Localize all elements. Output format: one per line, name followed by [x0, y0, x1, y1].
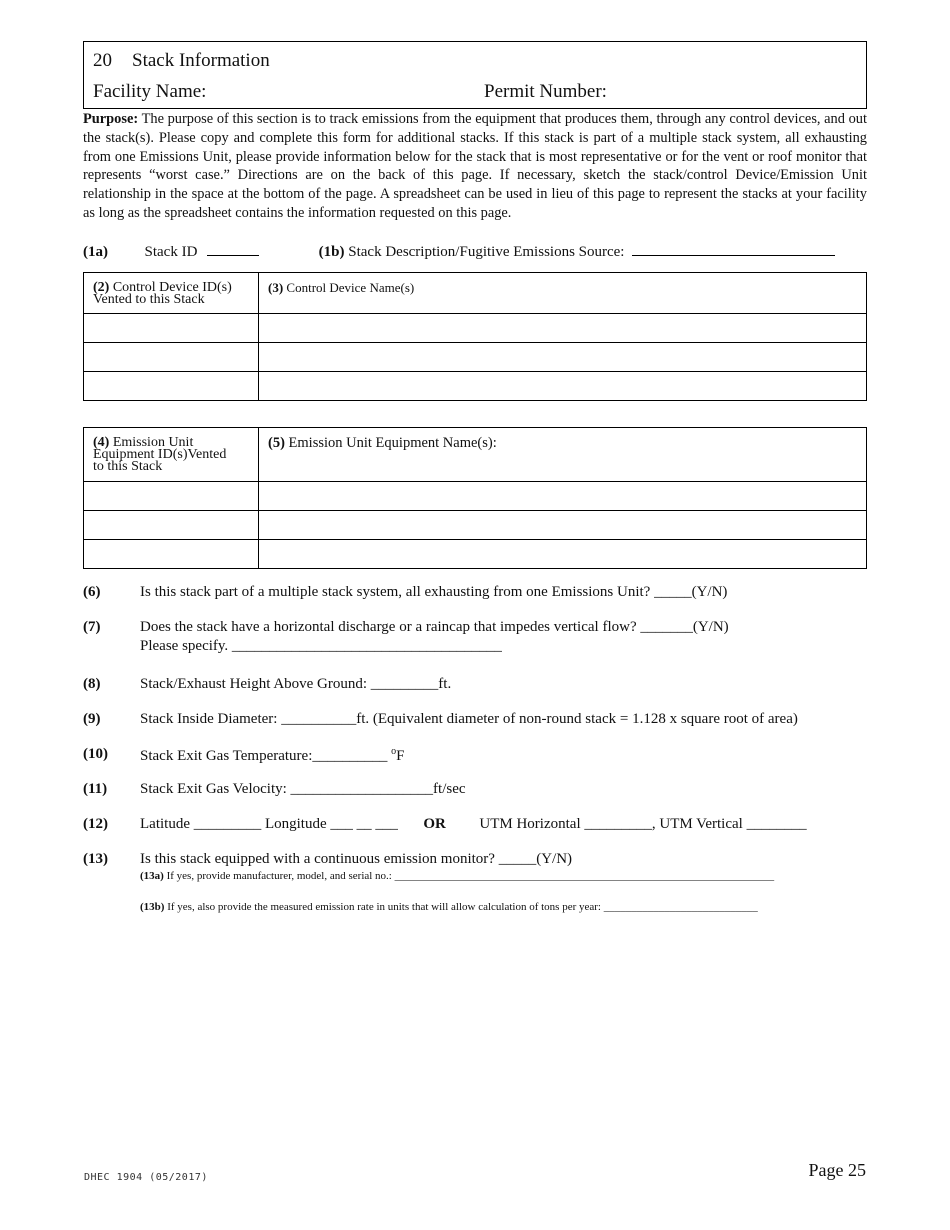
control-device-id-cell[interactable]: [84, 372, 259, 401]
question-13a-number: (13a): [140, 870, 164, 882]
control-device-name-cell[interactable]: [259, 372, 867, 401]
question-8-text[interactable]: Stack/Exhaust Height Above Ground: _________ft.: [140, 676, 452, 692]
stack-description-label: Stack Description/Fugitive Emissions Source:: [348, 244, 625, 260]
table-row: [84, 482, 867, 511]
question-12-or: OR: [423, 816, 446, 832]
stack-id-number: (1a): [83, 244, 108, 260]
question-13-number: (13): [83, 851, 108, 867]
question-8-number: (8): [83, 676, 101, 692]
page-number: Page 25: [808, 1160, 866, 1180]
question-6-number: (6): [83, 584, 101, 600]
degree-fahrenheit-unit: $^o$F: [391, 746, 405, 764]
control-device-table: [83, 272, 867, 401]
table-row: [84, 372, 867, 401]
purpose-text: The purpose of this section is to track emissions from the equipment that produces them, through any control devices, and out the stack(s). Please copy and complete this form for additional stacks. If this stack is part of a multiple stack system, all exhausting from one Emissions Unit, please provide information below for the stack that is most representative or for the vent or roof monitor that represents “worst case.” Directions are on the back of this page. If necessary, sketch the stack/control Device/Emission Unit relationship in the space at the bottom of the page. A spreadsheet can be used in lieu of this page to represent the stacks at your facility as long as the spreadsheet contains the information requested on this page.: [83, 111, 867, 221]
control-device-name-cell[interactable]: [259, 314, 867, 343]
control-device-id-num: (2): [93, 280, 110, 295]
question-6-text[interactable]: Is this stack part of a multiple stack system, all exhausting from one Emissions Unit? _____(Y/N): [140, 584, 728, 600]
emission-unit-name-num: (5): [268, 435, 285, 451]
table-row: [84, 540, 867, 569]
facility-name-label: Facility Name:: [93, 81, 207, 102]
header-box: [83, 41, 867, 109]
form-page: [83, 41, 867, 913]
emission-unit-id-label-b: Equipment ID(s)Vented: [93, 447, 227, 462]
control-device-id-cell[interactable]: [84, 314, 259, 343]
control-device-id-header: [84, 273, 259, 314]
emission-unit-id-num: (4): [93, 435, 110, 450]
question-13-text[interactable]: Is this stack equipped with a continuous emission monitor? _____(Y/N): [140, 851, 573, 867]
form-code: DHEC 1904 (05/2017): [84, 1172, 208, 1183]
emission-unit-name-cell[interactable]: [259, 511, 867, 540]
emission-unit-id-cell[interactable]: [84, 540, 259, 569]
emission-unit-id-label-c: to this Stack: [93, 459, 163, 474]
section-number: 20: [93, 50, 112, 71]
stack-description-number: (1b): [318, 244, 345, 260]
question-11-number: (11): [83, 781, 108, 797]
control-device-name-label: Control Device Name(s): [286, 280, 415, 295]
emission-unit-id-cell[interactable]: [84, 482, 259, 511]
table-row: [84, 511, 867, 540]
stack-description-field[interactable]: [632, 242, 835, 256]
table-header-row: [84, 428, 867, 482]
table-row: [84, 343, 867, 372]
stack-id-line: [83, 242, 867, 261]
question-12-utm: UTM Horizontal _________, UTM Vertical ________: [479, 816, 807, 832]
question-10-line[interactable]: [140, 746, 404, 765]
control-device-name-num: (3): [268, 280, 284, 295]
stack-id-field[interactable]: [207, 242, 259, 256]
question-13b-number: (13b): [140, 901, 165, 913]
control-device-name-header: [259, 273, 867, 314]
emission-unit-id-label-a: Emission Unit: [112, 435, 194, 450]
question-13a-text: If yes, provide manufacturer, model, and serial no.: _____________________________________________________________________: [166, 870, 775, 882]
emission-unit-name-header: [259, 428, 867, 482]
question-7-text[interactable]: Does the stack have a horizontal discharge or a raincap that impedes vertical flow? _______(Y/N): [140, 619, 729, 635]
section-title: [93, 50, 270, 72]
emission-unit-id-cell[interactable]: [84, 511, 259, 540]
question-10-text: Stack Exit Gas Temperature:__________: [140, 748, 392, 764]
question-13b-text: If yes, also provide the measured emission rate in units that will allow calculation of tons per year: ____________________________: [167, 901, 758, 913]
control-device-id-cell[interactable]: [84, 343, 259, 372]
question-7-specify[interactable]: Please specify. ____________________________________: [140, 638, 502, 654]
question-13a[interactable]: [140, 870, 774, 882]
stack-id-label: Stack ID: [144, 244, 198, 260]
question-7-number: (7): [83, 619, 101, 635]
emission-unit-name-label: Emission Unit Equipment Name(s):: [288, 435, 497, 451]
table-header-row: [84, 273, 867, 314]
permit-number-label: Permit Number:: [484, 81, 607, 102]
question-13b[interactable]: [140, 901, 758, 913]
question-12-lat-long: Latitude _________ Longitude ___ __ ___: [140, 816, 398, 832]
question-11-text[interactable]: Stack Exit Gas Velocity: ___________________ft/sec: [140, 781, 466, 797]
section-title-text: Stack Information: [132, 50, 270, 71]
control-device-name-cell[interactable]: [259, 343, 867, 372]
question-9-number: (9): [83, 711, 101, 727]
question-12-number: (12): [83, 816, 108, 832]
question-12-line[interactable]: [140, 816, 807, 833]
purpose-paragraph: [83, 110, 867, 223]
control-device-id-label-a: Control Device ID(s): [112, 280, 232, 295]
emission-unit-name-cell[interactable]: [259, 482, 867, 511]
table-row: [84, 314, 867, 343]
question-10-number: (10): [83, 746, 108, 762]
question-9-text[interactable]: Stack Inside Diameter: __________ft. (Equivalent diameter of non-round stack = 1.128 x square root of area): [140, 711, 798, 727]
emission-unit-name-cell[interactable]: [259, 540, 867, 569]
purpose-label: Purpose:: [83, 111, 139, 127]
emission-unit-id-header: [84, 428, 259, 482]
control-device-id-label-b: Vented to this Stack: [93, 292, 205, 307]
emission-unit-table: [83, 427, 867, 569]
